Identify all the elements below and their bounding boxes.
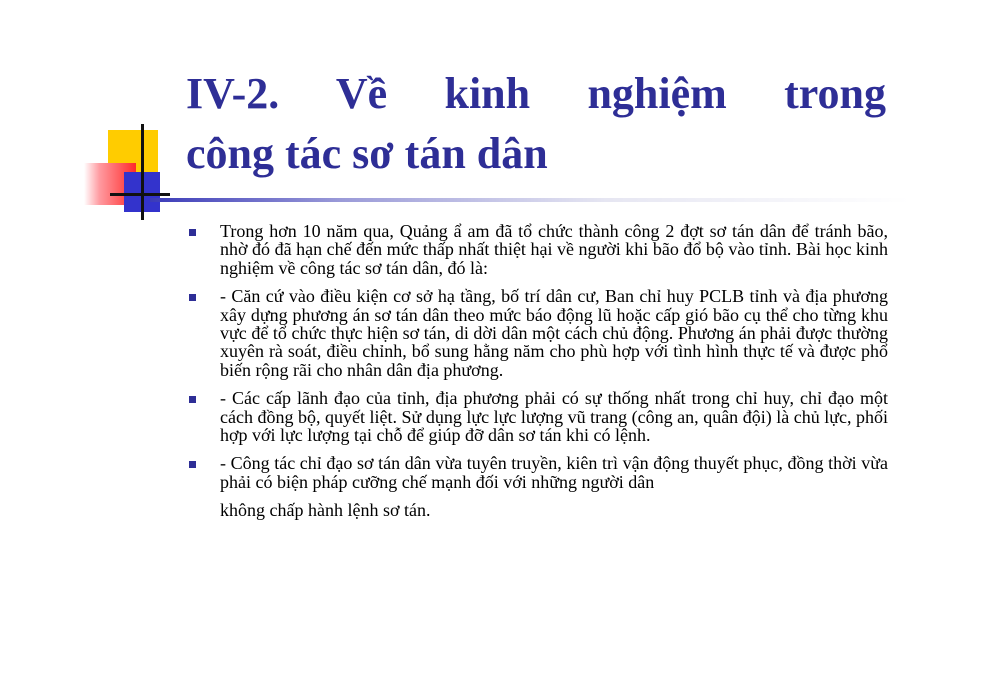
square-bullet-icon bbox=[189, 396, 196, 403]
bullet-text-tail: không chấp hành lệnh sơ tán. bbox=[220, 500, 431, 521]
slide-title-line-2: công tác sơ tán dân bbox=[186, 129, 548, 178]
square-bullet-icon bbox=[189, 461, 196, 468]
bullet-text: - Các cấp lãnh đạo của tỉnh, địa phương phải có sự thống nhất trong chỉ huy, chỉ đạo một cách đồng bộ, quyết liệt. Sử dụng lực lực lượng vũ trang (công an, quân đội) là chủ lực, phối hợp với lực lượng tại chỗ để giúp đỡ dân sơ tán khi có lệnh. bbox=[220, 388, 888, 446]
slide-title bbox=[186, 64, 886, 184]
slide-title-line-1: IV-2. Về kinh nghiệm trong bbox=[186, 69, 886, 118]
bullet-text: - Công tác chỉ đạo sơ tán dân vừa tuyên truyền, kiên trì vận động thuyết phục, đồng thời vừa phải có biện pháp cưỡng chế mạnh đối với những người dân bbox=[220, 453, 888, 492]
square-bullet-icon bbox=[189, 294, 196, 301]
square-bullet-icon bbox=[189, 229, 196, 236]
bullet-item-1 bbox=[186, 222, 888, 277]
decor-horizontal-line bbox=[110, 193, 170, 196]
title-underline-rule bbox=[150, 198, 910, 202]
bullet-text: - Căn cứ vào điều kiện cơ sở hạ tầng, bố trí dân cư, Ban chỉ huy PCLB tỉnh và địa phương xây dựng phương án sơ tán dân theo mức báo động lũ hoặc cấp gió bão cụ thể cho từng khu vực để tổ chức thực hiện sơ tán, di dời dân một cách chủ động. Phương án phải được thường xuyên rà soát, điều chỉnh, bổ sung hằng năm cho phù hợp với tình hình thực tế và được phổ biến rộng rãi cho nhân dân địa phương. bbox=[220, 286, 888, 380]
bullet-item-2 bbox=[186, 287, 888, 379]
bullet-text: Trong hơn 10 năm qua, Quảng ẩ am đã tổ chức thành công 2 đợt sơ tán dân để tránh bão, nhờ đó đã hạn chế đến mức thấp nhất thiệt hại về người khi bão đổ bộ vào tỉnh. Bài học kinh nghiệm về công tác sơ tán dân, đó là: bbox=[220, 221, 888, 278]
bullet-item-4 bbox=[186, 454, 888, 519]
bullet-list bbox=[186, 222, 888, 530]
decor-vertical-line bbox=[141, 124, 144, 220]
bullet-item-3 bbox=[186, 389, 888, 444]
